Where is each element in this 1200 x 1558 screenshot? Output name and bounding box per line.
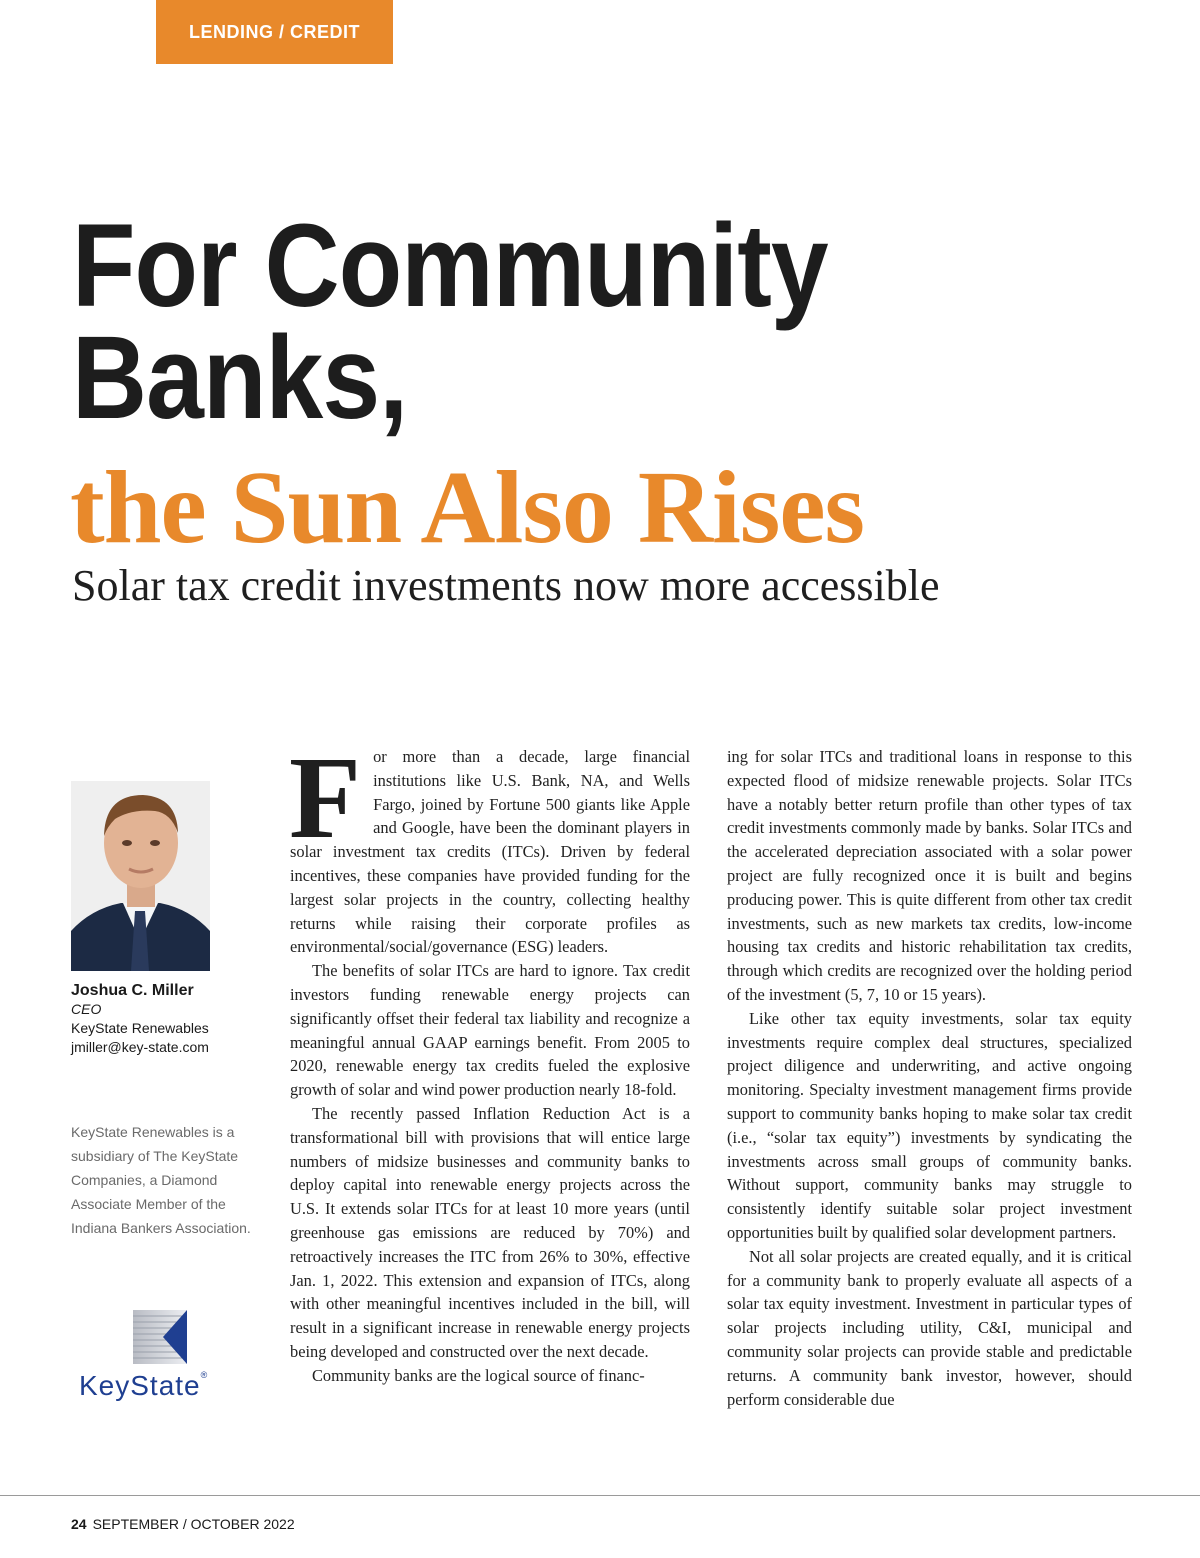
author-photo [71,781,210,971]
keystate-logo-text: KeyState® [79,1370,209,1401]
paragraph-2: The benefits of solar ITCs are hard to ignore. Tax credit investors funding renewable energy projects can significantly offset their federal tax liability and recognize a meaningful annual GAAP earnings benefit. From 2005 to 2020, renewable energy tax credits fueled the explosive growth of solar and wind power production nearly 18-fold. [290,961,690,1100]
paragraph-1: For more than a decade, large financial institutions like U.S. Bank, NA, and Wells Fargo, joined by Fortune 500 giants like Apple and Google, have been the dominant players in solar investment tax credits (ITCs). Driven by federal incentives, these companies have provided funding for the largest solar projects in the country, collecting healthy returns while raising their corporate profiles as environmental/social/governance (ESG) leaders. [289,732,690,957]
issue-date: SEPTEMBER / OCTOBER 2022 [92,1516,295,1532]
author-name: Joshua C. Miller [71,982,194,999]
paragraph-6: Like other tax equity investments, solar tax equity investments require complex deal structures, specialized project diligence and underwriting, and active ongoing monitoring. Specialty investment management firms provide support to community banks hoping to make solar tax credit (i.e., “solar tax equity”) investments by syndicating the investments across small groups of community banks. Without support, community banks may struggle to consistently identify suitable solar project investment opportunities built by qualified solar development partners. [727,1008,1132,1242]
headline-highlight: the Sun Also Rises [70,450,864,565]
paragraph-7: Not all solar projects are created equally, and it is critical for a community bank to properly evaluate all aspects of a solar tax equity investment. Investment in particular types of solar projects including utility, C&I, municipal and community solar projects can provide stable and predictable returns. A community bank investor, however, should perform considerable due [727,1246,1132,1409]
footer-divider [0,1495,1200,1496]
paragraph-5: ing for solar ITCs and traditional loans in response to this expected flood of midsize renewable projects. Solar ITCs have a notably better return profile than other types of tax credit investments commonly made by banks. Solar ITCs and the accelerated depreciation associated with a solar power project are fully recognized once it is built and begins producing power. This is quite different from other tax credit investments, such as new markets tax credits, low-income housing tax credits and historic rehabilitation tax credits, through which credits are recognized over the holding period of the investment (5, 7, 10 or 15 years). [727,747,1132,1004]
author-sidebar [71,781,261,1402]
paragraph-3: The recently passed Inflation Reduction Act is a transformational bill with provisions that will entice large numbers of midsize businesses and community banks to deploy capital into renewable energy projects across the U.S. It extends solar ITCs for at least 10 more years (until greenhouse gas emissions are reduced by 70%) and retroactively increases the ITC from 26% to 30%, effective Jan. 1, 2022. This extension and expansion of ITCs, along with other meaningful incentives included in the bill, will result in a significant increase in renewable energy projects being developed and constructed over the next decade. [290,1103,690,1361]
author-email[interactable]: jmiller@key-state.com [71,1039,209,1055]
company-note: KeyState Renewables is a subsidiary of The KeyState Companies, a Diamond Associate Member of the Indiana Bankers Association. [71,1124,251,1236]
author-company: KeyState Renewables [71,1020,209,1036]
headline-line-1: For Community [72,200,828,332]
page-footer [71,1516,295,1532]
headline-line-2: Banks, [72,312,408,444]
paragraph-4: Community banks are the logical source of financ- [312,1365,645,1385]
subtitle: Solar tax credit investments now more accessible [72,561,940,610]
keystate-logo [71,1310,246,1402]
headline [72,200,1022,444]
article-column-2 [727,745,1132,1411]
section-tag: LENDING / CREDIT [156,0,393,64]
author-role: CEO [71,1001,102,1017]
article-column-1 [289,732,690,1388]
keystate-logo-icon [133,1310,187,1364]
author-photo-illustration [71,781,210,971]
drop-cap: F [289,732,362,863]
page-number: 24 [71,1516,87,1532]
